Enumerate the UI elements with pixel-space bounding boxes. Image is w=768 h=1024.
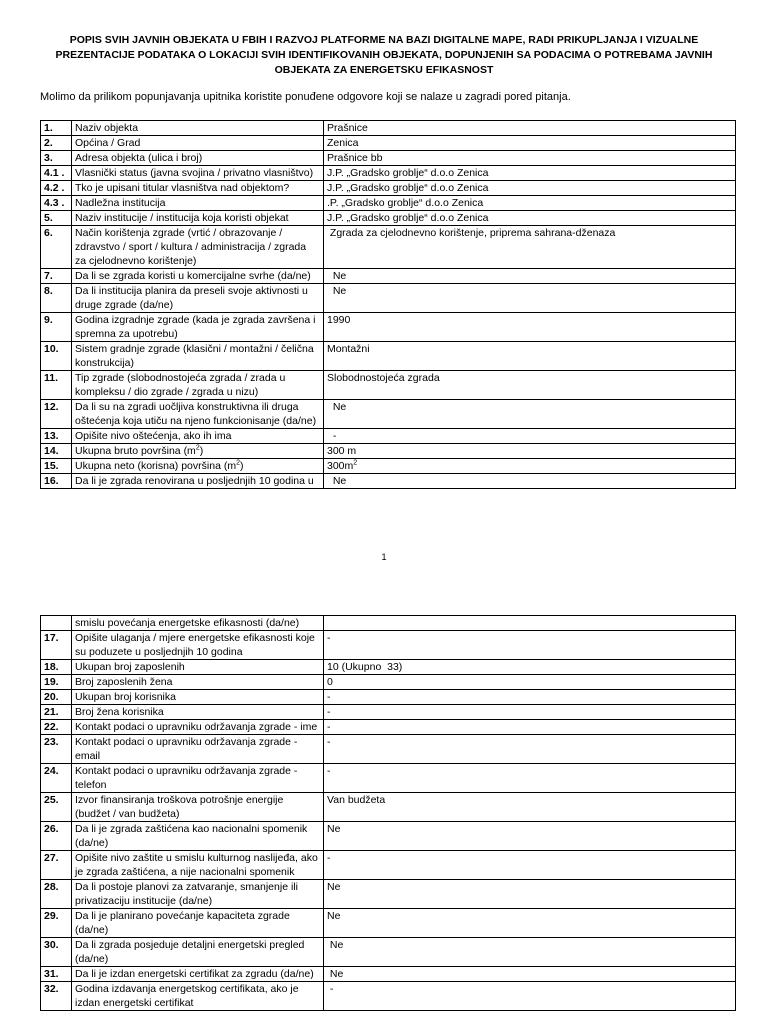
answer-value: - <box>324 705 736 720</box>
question-number: 2. <box>41 136 72 151</box>
table-row <box>41 660 736 675</box>
table-row <box>41 720 736 735</box>
question-number: 29. <box>41 909 72 938</box>
question-text: Ukupna bruto površina $(m^2)$ <box>72 444 324 459</box>
answer-value: - <box>324 429 736 444</box>
question-number: 13. <box>41 429 72 444</box>
answer-value: Zgrada za cjelodnevno korištenje, priprema sahrana-dženaza <box>324 226 736 269</box>
table-row <box>41 631 736 660</box>
question-text: Broj žena korisnika <box>72 705 324 720</box>
question-number: 22. <box>41 720 72 735</box>
question-text: Opišite nivo zaštite u smislu kulturnog naslijeđa, ako je zgrada zaštićena, a nije nacionalni spomenik <box>72 851 324 880</box>
question-number: 24. <box>41 764 72 793</box>
question-text: Opišite ulaganja / mjere energetske efikasnosti koje su poduzete u posljednjih 10 godina <box>72 631 324 660</box>
table-row <box>41 342 736 371</box>
document-title: POPIS SVIH JAVNIH OBJEKATA U FBIH I RAZVOJ PLATFORME NA BAZI DIGITALNE MAPE, RADI PRIKUPLJANJA I VIZUALNE PREZENTACIJE PODATAKA O LOKACIJI SVIH IDENTIFIKOVANIH OBJEKATA, DOPUNJENIH SA PODACIMA O POTREBAMA JAVNIH OBJEKATA ZA ENERGETSKU EFIKASNOST <box>55 34 713 76</box>
answer-value: Van budžeta <box>324 793 736 822</box>
answer-value: - <box>324 690 736 705</box>
question-number: 16. <box>41 474 72 489</box>
answer-value: Ne <box>324 938 736 967</box>
question-number: 10. <box>41 342 72 371</box>
question-text: Da li je zgrada zaštićena kao nacionalni spomenik (da/ne) <box>72 822 324 851</box>
question-text: Nadležna institucija <box>72 196 324 211</box>
table-row <box>41 735 736 764</box>
table-row <box>41 371 736 400</box>
question-number: 23. <box>41 735 72 764</box>
answer-value: 1990 <box>324 313 736 342</box>
answer-value: - <box>324 631 736 660</box>
question-number: 6. <box>41 226 72 269</box>
answer-value: Slobodnostojeća zgrada <box>324 371 736 400</box>
question-text: Sistem gradnje zgrade (klasični / montažni / čelična konstrukcija) <box>72 342 324 371</box>
answer-value: Prašnice <box>324 121 736 136</box>
answer-value: - <box>324 764 736 793</box>
question-text: Da li su na zgradi uočljiva konstruktivna ili druga oštećenja koja utiču na njeno funkcionisanje (da/ne) <box>72 400 324 429</box>
answer-value: Zenica <box>324 136 736 151</box>
question-text: Naziv institucije / institucija koja koristi objekat <box>72 211 324 226</box>
question-text: Da li se zgrada koristi u komercijalne svrhe (da/ne) <box>72 269 324 284</box>
question-text: Godina izgradnje zgrade (kada je zgrada završena i spremna za upotrebu) <box>72 313 324 342</box>
question-number: 7. <box>41 269 72 284</box>
question-text: Tip zgrade (slobodnostojeća zgrada / zrada u kompleksu / dio zgrade / zgrada u nizu) <box>72 371 324 400</box>
answer-value: Ne <box>324 909 736 938</box>
question-text: Da li postoje planovi za zatvaranje, smanjenje ili privatizaciju institucije (da/ne) <box>72 880 324 909</box>
question-text: Kontakt podaci o upravniku održavanja zgrade - ime <box>72 720 324 735</box>
question-text: Da li je zgrada renovirana u posljednjih 10 godina u <box>72 474 324 489</box>
page-number: 1 <box>381 552 387 562</box>
table-row <box>41 269 736 284</box>
question-text: Ukupan broj korisnika <box>72 690 324 705</box>
question-number: 17. <box>41 631 72 660</box>
answer-value: 300 m <box>324 444 736 459</box>
answer-value: Ne <box>324 822 736 851</box>
question-number: 4.1 . <box>41 166 72 181</box>
answer-value: - <box>324 720 736 735</box>
question-text: Izvor finansiranja troškova potrošnje energije (budžet / van budžeta) <box>72 793 324 822</box>
instructions-text: Molimo da prilikom popunjavanja upitnika koristite ponuđene odgovore koji se nalaze u zagradi pored pitanja. <box>40 91 571 103</box>
question-text: Godina izdavanja energetskog certifikata, ako je izdan energetski certifikat <box>72 982 324 1011</box>
question-number: 8. <box>41 284 72 313</box>
question-text: Da li zgrada posjeduje detaljni energetski pregled (da/ne) <box>72 938 324 967</box>
table-row <box>41 880 736 909</box>
table-row <box>41 616 736 631</box>
answer-value: - <box>324 735 736 764</box>
question-number: 18. <box>41 660 72 675</box>
question-number: 4.2 . <box>41 181 72 196</box>
answer-value: - <box>324 851 736 880</box>
question-number <box>41 616 72 631</box>
table-row <box>41 474 736 489</box>
table-row <box>41 196 736 211</box>
questionnaire-table-page1 <box>40 120 736 489</box>
answer-value: $300m^2$ <box>324 459 736 474</box>
table-row <box>41 822 736 851</box>
question-number: 30. <box>41 938 72 967</box>
question-number: 20. <box>41 690 72 705</box>
question-text: Kontakt podaci o upravniku održavanja zgrade - email <box>72 735 324 764</box>
answer-value: Montažni <box>324 342 736 371</box>
question-number: 28. <box>41 880 72 909</box>
question-number: 1. <box>41 121 72 136</box>
answer-value <box>324 616 736 631</box>
question-text: Broj zaposlenih žena <box>72 675 324 690</box>
question-number: 12. <box>41 400 72 429</box>
question-text: Vlasnički status (javna svojina / privatno vlasništvo) <box>72 166 324 181</box>
table-row <box>41 211 736 226</box>
questionnaire-table-page2 <box>40 615 736 1011</box>
question-text: Način korištenja zgrade (vrtić / obrazovanje / zdravstvo / sport / kultura / administracija / zgrada za cjelodnevno korištenje) <box>72 226 324 269</box>
table-row <box>41 982 736 1011</box>
answer-value: J.P. „Gradsko groblje“ d.o.o Zenica <box>324 166 736 181</box>
question-text: Općina / Grad <box>72 136 324 151</box>
table-row <box>41 444 736 459</box>
table-row <box>41 166 736 181</box>
question-text: Opišite nivo oštećenja, ako ih ima <box>72 429 324 444</box>
table-row <box>41 429 736 444</box>
table-row <box>41 400 736 429</box>
table-row <box>41 151 736 166</box>
table-row <box>41 909 736 938</box>
table-row <box>41 967 736 982</box>
answer-value: Ne <box>324 284 736 313</box>
question-text: Ukupna neto (korisna) površina $(m^2)$ <box>72 459 324 474</box>
table-row <box>41 851 736 880</box>
question-number: 4.3 . <box>41 196 72 211</box>
question-number: 9. <box>41 313 72 342</box>
answer-value: 0 <box>324 675 736 690</box>
table-row <box>41 764 736 793</box>
question-text: smislu povećanja energetske efikasnosti (da/ne) <box>72 616 324 631</box>
question-number: 25. <box>41 793 72 822</box>
table-row <box>41 675 736 690</box>
question-text: Da li je izdan energetski certifikat za zgradu (da/ne) <box>72 967 324 982</box>
question-number: 3. <box>41 151 72 166</box>
table-row <box>41 705 736 720</box>
question-text: Naziv objekta <box>72 121 324 136</box>
question-text: Kontakt podaci o upravniku održavanja zgrade - telefon <box>72 764 324 793</box>
answer-value: 10 (Ukupno 33) <box>324 660 736 675</box>
question-number: 27. <box>41 851 72 880</box>
answer-value: .P. „Gradsko groblje“ d.o.o Zenica <box>324 196 736 211</box>
question-number: 14. <box>41 444 72 459</box>
table-row <box>41 181 736 196</box>
question-number: 31. <box>41 967 72 982</box>
answer-value: J.P. „Gradsko groblje“ d.o.o Zenica <box>324 181 736 196</box>
answer-value: Prašnice bb <box>324 151 736 166</box>
question-text: Da li je planirano povećanje kapaciteta zgrade (da/ne) <box>72 909 324 938</box>
answer-value: J.P. „Gradsko groblje“ d.o.o Zenica <box>324 211 736 226</box>
table-row <box>41 938 736 967</box>
question-text: Ukupan broj zaposlenih <box>72 660 324 675</box>
question-number: 32. <box>41 982 72 1011</box>
table-row <box>41 136 736 151</box>
question-text: Adresa objekta (ulica i broj) <box>72 151 324 166</box>
question-number: 26. <box>41 822 72 851</box>
table-row <box>41 459 736 474</box>
answer-value: - <box>324 982 736 1011</box>
question-number: 21. <box>41 705 72 720</box>
answer-value: Ne <box>324 400 736 429</box>
table-row <box>41 313 736 342</box>
question-number: 19. <box>41 675 72 690</box>
question-text: Da li institucija planira da preseli svoje aktivnosti u druge zgrade (da/ne) <box>72 284 324 313</box>
answer-value: Ne <box>324 269 736 284</box>
table-row <box>41 226 736 269</box>
table-row <box>41 284 736 313</box>
answer-value: Ne <box>324 967 736 982</box>
answer-value: Ne <box>324 474 736 489</box>
table-row <box>41 690 736 705</box>
question-number: 5. <box>41 211 72 226</box>
table-row <box>41 793 736 822</box>
question-number: 11. <box>41 371 72 400</box>
question-number: 15. <box>41 459 72 474</box>
answer-value: Ne <box>324 880 736 909</box>
table-row <box>41 121 736 136</box>
question-text: Tko je upisani titular vlasništva nad objektom? <box>72 181 324 196</box>
